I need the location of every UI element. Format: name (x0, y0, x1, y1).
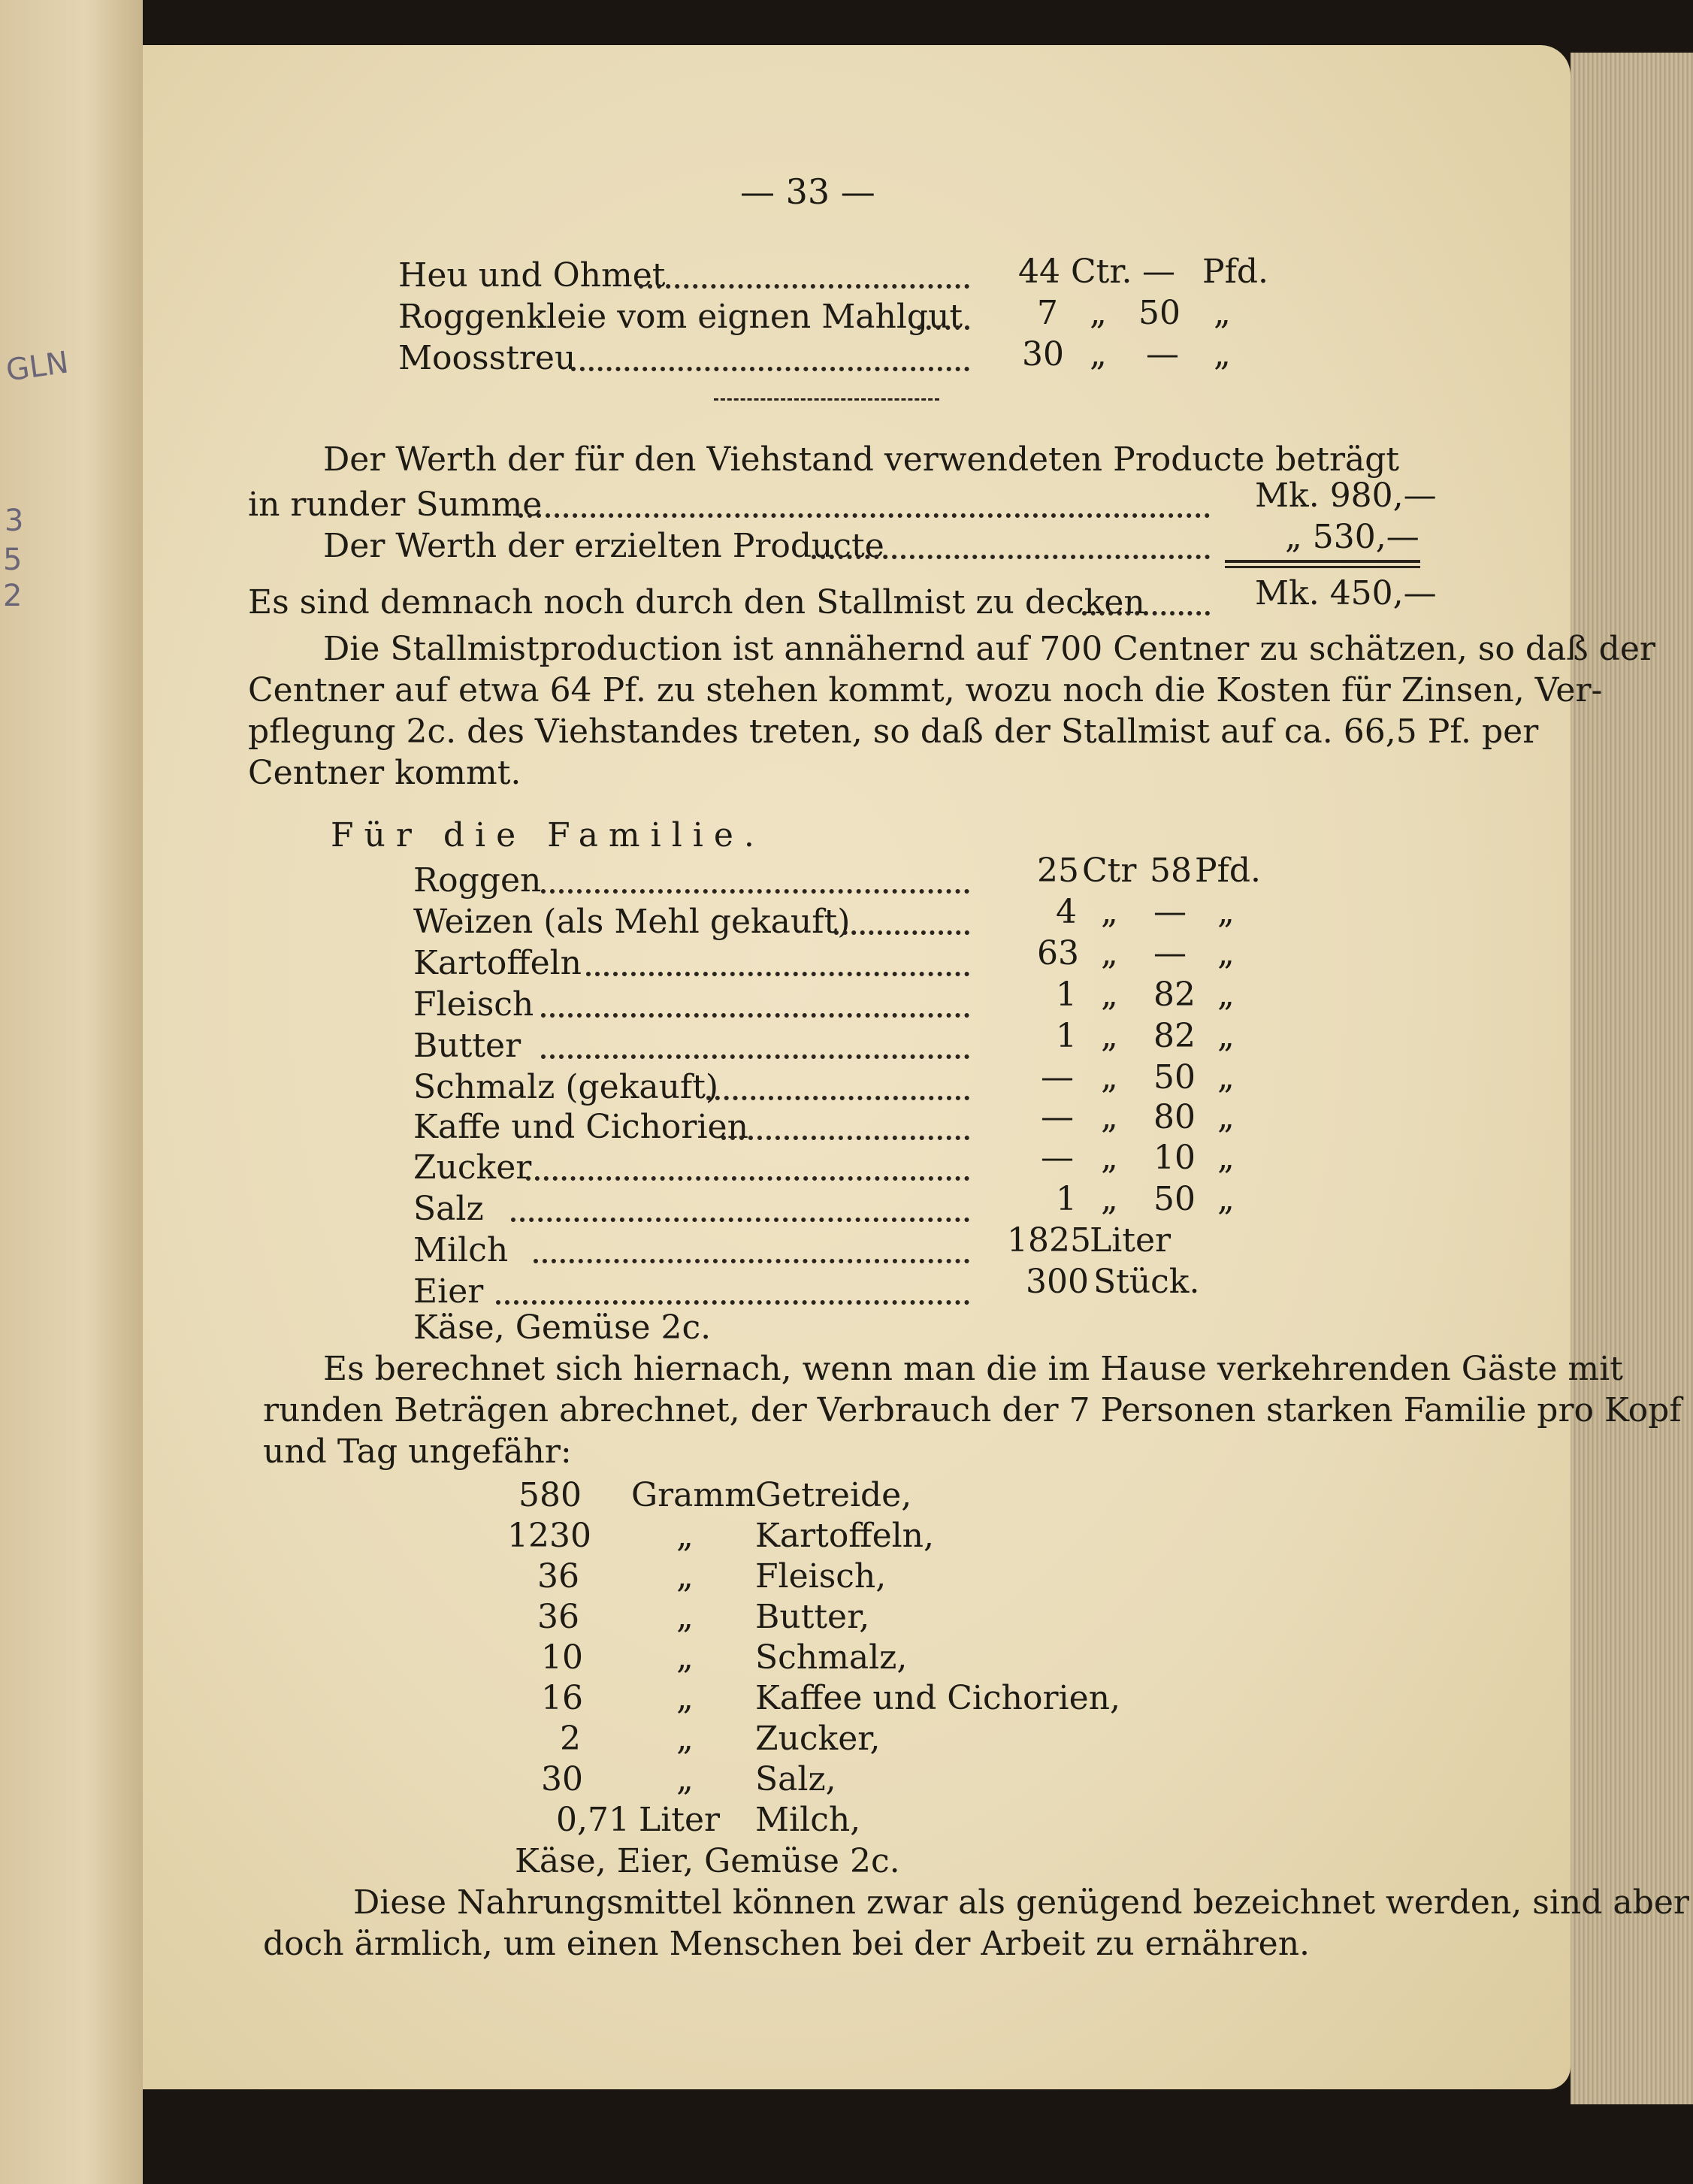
daily-item: Schmalz, (755, 1638, 908, 1677)
family-sub-unit: „ (1217, 1180, 1235, 1218)
leader-dots (496, 1300, 969, 1305)
family-sub-unit: „ (1217, 934, 1235, 973)
margin-note: 5 (3, 543, 23, 577)
daily-qty: 36 (537, 1598, 579, 1636)
family-unit: „ (1101, 1180, 1118, 1218)
value-amount: Mk. 450,— (1255, 574, 1437, 613)
family-label: Fleisch (413, 985, 534, 1024)
daily-qty: 10 (541, 1638, 583, 1677)
divider-rule (714, 398, 939, 401)
daily-item: Kartoffeln, (755, 1517, 935, 1555)
feed-sub: 50 (1138, 294, 1181, 332)
feed-unit: Ctr. (1071, 253, 1132, 291)
family-amount: 1 (1056, 1180, 1077, 1218)
daily-item: Kaffee und Cichorien, (755, 1679, 1120, 1717)
daily-unit: Liter (639, 1801, 721, 1839)
family-amount: 1825 (1007, 1221, 1091, 1260)
leader-dots (571, 367, 969, 371)
daily-item: Milch, (755, 1801, 861, 1839)
leader-dots (511, 1218, 969, 1222)
family-label: Roggen (413, 861, 542, 900)
daily-unit: „ (676, 1760, 694, 1798)
family-amount: 63 (1037, 934, 1079, 973)
family-amount: — (1041, 1098, 1074, 1136)
family-label: Butter (413, 1027, 522, 1065)
family-label: Salz (413, 1190, 484, 1228)
facing-page-edge (0, 0, 143, 2184)
family-amount: 1 (1056, 976, 1077, 1014)
daily-item: Salz, (755, 1760, 836, 1798)
daily-qty: 580 (518, 1476, 582, 1514)
feed-sub-unit: „ (1214, 335, 1231, 374)
family-unit: Stück. (1093, 1263, 1200, 1301)
leader-dots (834, 930, 969, 935)
value-amount: Mk. 980,— (1255, 476, 1437, 515)
family-unit: „ (1101, 1139, 1118, 1177)
leader-dots (541, 1054, 969, 1059)
value-label: in runder Summe (248, 486, 543, 524)
feed-label: Moosstreu (398, 339, 576, 377)
leader-dots (518, 513, 1210, 518)
family-sub: — (1153, 893, 1187, 931)
daily-item: Butter, (755, 1598, 870, 1636)
leader-dots (812, 555, 1210, 559)
paragraph-line: Die Stallmistproduction ist annähernd auf 700 Centner zu schätzen, so daß der (323, 630, 1655, 668)
paragraph-line: doch ärmlich, um einen Menschen bei der Arbeit zu ernähren. (263, 1925, 1311, 1963)
daily-item: Fleisch, (755, 1557, 887, 1596)
leader-dots (706, 1096, 969, 1100)
value-amount: „ 530,— (1285, 518, 1419, 556)
feed-sub: — (1146, 335, 1179, 374)
family-sub: — (1153, 934, 1187, 973)
daily-unit: Gramm (631, 1476, 756, 1514)
page-edges (1571, 53, 1693, 2104)
feed-sub: — (1142, 253, 1175, 291)
daily-unit: „ (676, 1557, 694, 1596)
family-label: Weizen (als Mehl gekauft) (413, 903, 851, 941)
leader-dots (721, 1136, 969, 1140)
family-label: Milch (413, 1231, 509, 1269)
family-amount: — (1041, 1058, 1074, 1097)
family-sub-unit: „ (1217, 976, 1235, 1014)
family-unit: Ctr (1082, 852, 1137, 890)
page-number: — 33 — (740, 171, 875, 212)
leader-dots (526, 1176, 969, 1181)
book-page (143, 45, 1571, 2089)
paragraph-line: Centner kommt. (248, 754, 522, 792)
family-sub-unit: Pfd. (1195, 852, 1262, 890)
leader-dots (917, 325, 969, 330)
value-label: Es sind demnach noch durch den Stallmist zu decken (248, 583, 1145, 622)
family-unit: „ (1101, 934, 1118, 973)
family-sub-unit: „ (1217, 1017, 1235, 1055)
family-sub: 50 (1153, 1058, 1196, 1097)
family-label: Schmalz (gekauft) (413, 1068, 719, 1106)
margin-note: GLN (4, 345, 71, 389)
feed-amount: 44 (1018, 253, 1060, 291)
feed-unit: „ (1090, 335, 1107, 374)
leader-dots (541, 889, 969, 894)
daily-qty: 16 (541, 1679, 583, 1717)
leader-dots (586, 972, 969, 976)
daily-qty: 0,71 (556, 1801, 630, 1839)
value-label: Der Werth der erzielten Producte (323, 527, 884, 565)
family-sub-unit: „ (1217, 1098, 1235, 1136)
feed-unit: „ (1090, 294, 1107, 332)
family-sub: 82 (1153, 976, 1196, 1014)
family-amount: 25 (1037, 852, 1079, 890)
daily-item: Getreide, (755, 1476, 912, 1514)
feed-sub-unit: „ (1214, 294, 1231, 332)
family-sub-unit: „ (1217, 1139, 1235, 1177)
family-extra: Käse, Gemüse 2c. (413, 1308, 712, 1347)
margin-note: 2 (3, 579, 23, 613)
family-sub: 82 (1153, 1017, 1196, 1055)
family-unit: „ (1101, 893, 1118, 931)
family-label: Zucker (413, 1148, 532, 1187)
paragraph-line: runden Beträgen abrechnet, der Verbrauch der 7 Personen starken Familie pro Kopf (263, 1391, 1682, 1429)
feed-label: Heu und Ohmet (398, 256, 666, 295)
leader-dots (534, 1259, 969, 1263)
margin-note: 3 (5, 504, 24, 538)
family-unit: „ (1101, 1017, 1118, 1055)
family-unit: „ (1101, 976, 1118, 1014)
family-sub: 50 (1153, 1180, 1196, 1218)
family-unit: „ (1101, 1098, 1118, 1136)
daily-unit: „ (676, 1598, 694, 1636)
sum-rule (1225, 560, 1420, 563)
daily-qty: 2 (560, 1720, 581, 1758)
family-unit: Liter (1090, 1221, 1171, 1260)
family-sub: 10 (1153, 1139, 1196, 1177)
daily-qty: 30 (541, 1760, 583, 1798)
feed-sub-unit: Pfd. (1202, 253, 1269, 291)
daily-unit: „ (676, 1517, 694, 1555)
daily-item: Zucker, (755, 1720, 881, 1758)
daily-unit: „ (676, 1638, 694, 1677)
family-unit: „ (1101, 1058, 1118, 1097)
daily-qty: 36 (537, 1557, 579, 1596)
sum-rule (1225, 566, 1420, 568)
family-amount: — (1041, 1139, 1074, 1177)
section-heading: Für die Familie. (331, 816, 765, 855)
feed-amount: 30 (1022, 335, 1064, 374)
daily-unit: „ (676, 1679, 694, 1717)
family-label: Kaffe und Cichorien (413, 1108, 748, 1146)
feed-amount: 7 (1037, 294, 1058, 332)
leader-dots (541, 1013, 969, 1018)
daily-qty: 1230 (507, 1517, 591, 1555)
paragraph-line: Es berechnet sich hiernach, wenn man die im Hause verkehrenden Gäste mit (323, 1350, 1623, 1388)
family-label: Eier (413, 1272, 484, 1311)
daily-extra: Käse, Eier, Gemüse 2c. (515, 1842, 900, 1880)
family-sub: 58 (1150, 852, 1192, 890)
family-sub-unit: „ (1217, 893, 1235, 931)
paragraph-line: und Tag ungefähr: (263, 1432, 572, 1471)
paragraph-line: Diese Nahrungsmittel können zwar als genügend bezeichnet werden, sind aber (353, 1883, 1689, 1922)
family-label: Kartoffeln (413, 944, 582, 982)
daily-unit: „ (676, 1720, 694, 1758)
family-sub: 80 (1153, 1098, 1196, 1136)
leader-dots (639, 284, 969, 289)
value-line: Der Werth der für den Viehstand verwendeten Producte beträgt (323, 440, 1400, 479)
leader-dots (1082, 611, 1210, 616)
paragraph-line: pflegung 2c. des Viehstandes treten, so daß der Stallmist auf ca. 66,5 Pf. per (248, 712, 1539, 751)
feed-label: Roggenkleie vom eignen Mahlgut (398, 298, 963, 336)
family-sub-unit: „ (1217, 1058, 1235, 1097)
family-amount: 300 (1026, 1263, 1089, 1301)
family-amount: 4 (1056, 893, 1077, 931)
paragraph-line: Centner auf etwa 64 Pf. zu stehen kommt, wozu noch die Kosten für Zinsen, Ver- (248, 671, 1603, 709)
family-amount: 1 (1056, 1017, 1077, 1055)
